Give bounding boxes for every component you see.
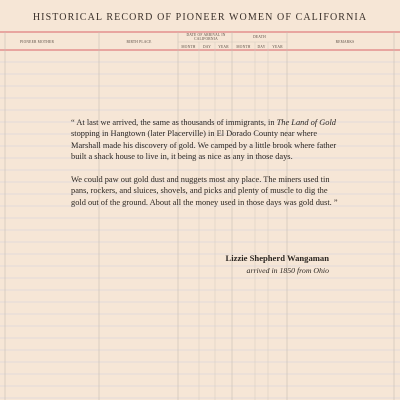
- ledger-blue-lines: [0, 62, 400, 398]
- col-death: DEATH: [253, 35, 266, 39]
- col-death-year: YEAR: [272, 45, 283, 49]
- col-arrival-day: DAY: [202, 45, 212, 49]
- col-birth-place: BIRTH PLACE: [126, 40, 152, 44]
- quote-paragraph-2: [71, 174, 339, 208]
- col-arrival-year: YEAR: [218, 45, 229, 49]
- col-remarks: REMARKS: [335, 40, 355, 44]
- attribution-note: arrived in 1850 from Ohio: [246, 266, 329, 275]
- col-death-day: DAY: [257, 45, 266, 49]
- quote-p2: We could paw out gold dust and nuggets most any place. The miners used tin pans, rockers, and sluices, shovels, and picks and plenty of muscle to dig the gold out of the ground. About all the money used in those days was gold dust.: [71, 175, 332, 207]
- quote-p1-start: At last we arrived, the same as thousands of immigrants, in: [76, 118, 277, 127]
- quote-block: [71, 117, 339, 220]
- col-date-arrival: DATE OF ARRIVAL IN CALIFORNIA: [186, 33, 226, 41]
- quote-paragraph-1: [71, 117, 339, 163]
- col-arrival-month: MONTH: [181, 45, 196, 49]
- subcolumn-rules: [178, 42, 287, 400]
- page-title: HISTORICAL RECORD OF PIONEER WOMEN OF CALIFORNIA: [32, 12, 368, 23]
- quote-p1-end: stopping in Hangtown (later Placerville) in El Dorado County near where Marshall made his discovery of gold. We camped by a little brook where father built a shack house to live in, it being as nice as any in those days.: [71, 129, 337, 162]
- attribution-name: Lizzie Shepherd Wangaman: [225, 253, 329, 263]
- col-death-month: MONTH: [236, 45, 251, 49]
- open-quote-mark: “: [71, 118, 75, 127]
- attribution: [226, 252, 329, 276]
- quote-p1-title: The Land of Gold: [276, 118, 336, 127]
- col-pioneer-mother: PIONEER MOTHER: [20, 40, 55, 44]
- close-quote-mark: ”: [333, 197, 338, 207]
